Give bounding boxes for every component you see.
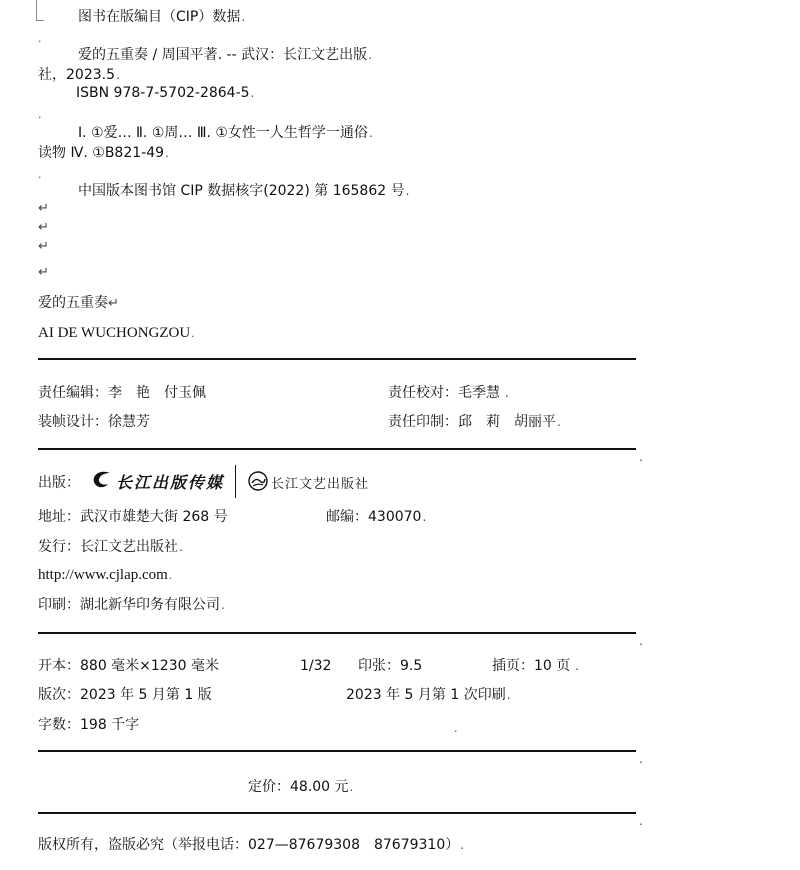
publisher-website-link[interactable]: http://www.cjlap.com. (38, 567, 172, 583)
empty-paragraph-mark: . (38, 168, 42, 181)
logo-divider (235, 465, 236, 498)
copyright-notice: 版权所有，盗版必究（举报电话：027—87679308 87679310）. (38, 837, 465, 853)
publisher-logo-name: 长江文艺出版社 (271, 477, 370, 492)
separator-rule (38, 632, 636, 634)
publisher-postcode: 邮编：430070. (326, 509, 427, 525)
margin-corner-mark (36, 0, 37, 20)
print-supervisor: 责任印制：邱 莉 胡丽平. (388, 414, 561, 430)
edition: 版次：2023 年 5 月第 1 版 (38, 687, 212, 703)
separator-rule (38, 448, 636, 450)
publisher-group-logo-text: 长江出版传媒 (116, 473, 225, 492)
paragraph-end-mark: . (639, 634, 643, 648)
separator-rule (38, 750, 636, 752)
paragraph-end-mark: . (639, 752, 643, 766)
print-sheets: 印张：9.5 (358, 658, 423, 674)
format-size: 开本：880 毫米×1230 毫米 (38, 658, 219, 674)
publisher-logo (90, 465, 390, 501)
cip-record-line-1: 爱的五重奏 / 周国平著. -- 武汉：长江文艺出版. (78, 47, 372, 63)
paragraph-return-mark: ↵ (38, 239, 49, 254)
book-title-pinyin: AI DE WUCHONGZOU. (38, 325, 195, 341)
cip-verification-number: 中国版本图书馆 CIP 数据核字(2022) 第 165862 号. (78, 183, 410, 199)
cip-title: 图书在版编目（CIP）数据. (78, 9, 246, 25)
word-count: 字数：198 千字 (38, 717, 140, 733)
format-fraction: 1/32 (300, 658, 332, 674)
paragraph-end-mark: . (454, 722, 458, 735)
printing: 2023 年 5 月第 1 次印刷. (346, 687, 511, 703)
publisher-label: 出版： (38, 475, 80, 491)
separator-rule (38, 812, 636, 814)
empty-paragraph-mark: . (38, 108, 42, 121)
cip-classification-line-2: 读物 Ⅳ. ①B821-49. (38, 145, 169, 161)
cip-record-line-2: 社，2023.5. (38, 67, 120, 83)
paragraph-return-mark: ↵ (38, 265, 49, 280)
paragraph-end-mark: . (639, 814, 643, 828)
book-title: 爱的五重奏↵ (38, 295, 119, 311)
responsible-editor: 责任编辑：李 艳 付玉佩 (38, 385, 206, 401)
paragraph-end-mark: . (639, 450, 643, 464)
separator-rule (38, 358, 636, 360)
printer: 印刷：湖北新华印务有限公司. (38, 597, 225, 613)
margin-corner-mark (36, 20, 44, 21)
empty-paragraph-mark: . (38, 32, 42, 45)
swirl-icon (90, 469, 114, 491)
binding-designer: 装帧设计：徐慧芳 (38, 414, 150, 430)
paragraph-return-mark: ↵ (38, 201, 49, 216)
publisher-address: 地址：武汉市雄楚大街 268 号 (38, 509, 228, 525)
responsible-proofreader: 责任校对：毛季慧 . (388, 385, 509, 401)
paragraph-return-mark: ↵ (38, 220, 49, 235)
isbn: ISBN 978-7-5702-2864-5. (76, 85, 255, 101)
cip-classification-line-1: Ⅰ. ①爱… Ⅱ. ①周… Ⅲ. ①女性一人生哲学一通俗. (78, 125, 373, 141)
publisher-emblem-icon (247, 470, 269, 492)
distributor: 发行：长江文艺出版社. (38, 539, 183, 555)
price: 定价：48.00 元. (248, 779, 354, 795)
inserts: 插页：10 页 . (492, 658, 579, 674)
